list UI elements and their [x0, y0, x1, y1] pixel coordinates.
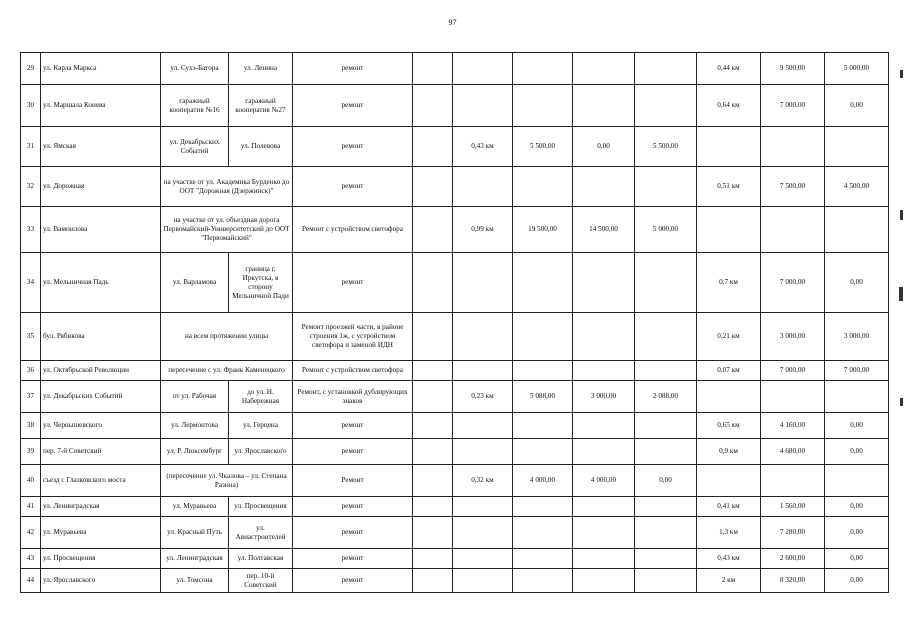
empty-cell [413, 465, 453, 497]
table-row [21, 167, 889, 207]
amount-b: 0,00 [825, 413, 889, 439]
section-from: ул. Томсона [161, 569, 229, 593]
amount-a [513, 497, 573, 517]
empty-cell [413, 85, 453, 127]
amount-b [825, 465, 889, 497]
amount-b: 7 000,00 [761, 253, 825, 313]
work-type: Ремонт с устройством светофора [293, 207, 413, 253]
section-from: ул. Муравьева [161, 497, 229, 517]
work-type: ремонт [293, 167, 413, 207]
row-number: 42 [21, 517, 41, 549]
length-a [453, 313, 513, 361]
row-number: 33 [21, 207, 41, 253]
row-number: 40 [21, 465, 41, 497]
row-number: 30 [21, 85, 41, 127]
amount-a [635, 313, 697, 361]
amount-b: 7 000,00 [761, 361, 825, 381]
length-a: 0,43 км [453, 127, 513, 167]
amount-a [573, 361, 635, 381]
section-to: ул. Просвещения [229, 497, 293, 517]
amount-a [513, 313, 573, 361]
length-a: 0,23 км [453, 381, 513, 413]
amount-a: 0,00 [635, 465, 697, 497]
amount-a [573, 313, 635, 361]
length-a [453, 497, 513, 517]
page-number: 97 [448, 18, 457, 27]
street-name: ул. Октябрьской Революции [41, 361, 161, 381]
street-name: ул. Ямская [41, 127, 161, 167]
section-from: ул. Варламова [161, 253, 229, 313]
amount-b [761, 127, 825, 167]
amount-a [513, 413, 573, 439]
table-row [21, 127, 889, 167]
street-name: ул. Ленинградская [41, 497, 161, 517]
empty-cell [413, 439, 453, 465]
length-a [453, 439, 513, 465]
table-row [21, 207, 889, 253]
section-to: гаражный кооператив №27 [229, 85, 293, 127]
amount-b: 0,00 [825, 497, 889, 517]
length-b [697, 465, 761, 497]
length-b: 0,51 км [697, 167, 761, 207]
amount-b [761, 381, 825, 413]
street-name: бул. Рябикова [41, 313, 161, 361]
table-row [21, 569, 889, 593]
amount-b: 3 000,00 [825, 313, 889, 361]
length-a [453, 517, 513, 549]
section-from: ул. Красный Путь [161, 517, 229, 549]
amount-a [573, 569, 635, 593]
scan-mark [900, 70, 903, 78]
table-body [21, 53, 889, 593]
table-row [21, 413, 889, 439]
amount-a: 3 000,00 [573, 381, 635, 413]
amount-a: 0,00 [573, 127, 635, 167]
amount-b [761, 207, 825, 253]
length-a: 0,32 км [453, 465, 513, 497]
section-to: пер. 10-й Советский [229, 569, 293, 593]
work-type: Ремонт, с установкой дублирующих знаков [293, 381, 413, 413]
amount-a [635, 517, 697, 549]
amount-a: 4 000,00 [573, 465, 635, 497]
amount-b: 0,00 [825, 549, 889, 569]
amount-a [573, 549, 635, 569]
row-number: 38 [21, 413, 41, 439]
work-type: ремонт [293, 253, 413, 313]
street-name: съезд с Глазковского моста [41, 465, 161, 497]
amount-b: 7 000,00 [761, 85, 825, 127]
section-from: ул. Лермонтова [161, 413, 229, 439]
street-name: ул. Чернышевского [41, 413, 161, 439]
table-row [21, 53, 889, 85]
amount-b: 1 560,00 [761, 497, 825, 517]
length-b: 0,65 км [697, 413, 761, 439]
empty-cell [413, 517, 453, 549]
road-repair-table [20, 52, 889, 593]
length-b: 0,43 км [697, 549, 761, 569]
street-name: ул. Карла Маркса [41, 53, 161, 85]
row-number: 36 [21, 361, 41, 381]
section-description: на всем протяжении улицы [161, 313, 293, 361]
work-type: ремонт [293, 85, 413, 127]
scan-mark [899, 287, 903, 301]
amount-a [513, 569, 573, 593]
length-b: 0,7 км [697, 253, 761, 313]
empty-cell [413, 413, 453, 439]
length-a [453, 53, 513, 85]
section-from: гаражный кооператив №16 [161, 85, 229, 127]
amount-a [573, 253, 635, 313]
length-a [453, 85, 513, 127]
amount-a: 5 500,00 [513, 127, 573, 167]
amount-a [513, 517, 573, 549]
amount-b: 0,00 [825, 439, 889, 465]
amount-b: 7 280,00 [761, 517, 825, 549]
street-name: ул. Вампилова [41, 207, 161, 253]
street-name: ул. Муравьева [41, 517, 161, 549]
amount-b: 8 320,00 [761, 569, 825, 593]
empty-cell [413, 497, 453, 517]
row-number: 44 [21, 569, 41, 593]
empty-cell [413, 569, 453, 593]
row-number: 34 [21, 253, 41, 313]
work-type: Ремонт проезжей части, в районе строения 1ж, с устройством светофора и заменой ИДН [293, 313, 413, 361]
empty-cell [413, 313, 453, 361]
amount-a [635, 167, 697, 207]
empty-cell [413, 361, 453, 381]
empty-cell [413, 549, 453, 569]
row-number: 37 [21, 381, 41, 413]
scan-mark [900, 398, 903, 406]
length-a [453, 569, 513, 593]
table-row [21, 313, 889, 361]
section-description: на участке от ул. Академика Бурденко до ООТ "Дорожная (Дзержинск)" [161, 167, 293, 207]
empty-cell [413, 167, 453, 207]
amount-a [635, 549, 697, 569]
length-a [453, 413, 513, 439]
table-row [21, 85, 889, 127]
length-b: 0,64 км [697, 85, 761, 127]
amount-a [573, 53, 635, 85]
length-b: 0,44 км [697, 53, 761, 85]
work-type: ремонт [293, 127, 413, 167]
amount-a [513, 439, 573, 465]
amount-b: 5 000,00 [825, 53, 889, 85]
row-number: 43 [21, 549, 41, 569]
section-to: ул. Авиастроителей [229, 517, 293, 549]
row-number: 32 [21, 167, 41, 207]
street-name: ул. Просвещения [41, 549, 161, 569]
amount-a [513, 253, 573, 313]
table-row [21, 361, 889, 381]
amount-a: 19 500,00 [513, 207, 573, 253]
amount-b: 2 600,00 [761, 549, 825, 569]
section-to: ул. Герцена [229, 413, 293, 439]
empty-cell [413, 253, 453, 313]
length-b [697, 127, 761, 167]
empty-cell [413, 127, 453, 167]
length-a [453, 253, 513, 313]
section-to: граница г. Иркутска, в сторону Мельничной Пади [229, 253, 293, 313]
amount-a: 4 000,00 [513, 465, 573, 497]
row-number: 41 [21, 497, 41, 517]
scan-mark [900, 210, 903, 220]
section-to: до ул. Н. Набережная [229, 381, 293, 413]
amount-a: 14 500,00 [573, 207, 635, 253]
length-b: 1,3 км [697, 517, 761, 549]
amount-a [513, 85, 573, 127]
amount-a [513, 167, 573, 207]
amount-b [825, 127, 889, 167]
amount-a [573, 413, 635, 439]
empty-cell [413, 381, 453, 413]
amount-b: 0,00 [825, 517, 889, 549]
section-from: от ул. Рабочая [161, 381, 229, 413]
amount-b: 0,00 [825, 85, 889, 127]
work-type: ремонт [293, 569, 413, 593]
amount-b [825, 207, 889, 253]
street-name: ул. Мельничная Падь [41, 253, 161, 313]
amount-a [513, 361, 573, 381]
amount-a [635, 253, 697, 313]
amount-a [635, 53, 697, 85]
table-row [21, 549, 889, 569]
amount-b [761, 465, 825, 497]
section-to: ул. Ленина [229, 53, 293, 85]
work-type: Ремонт с устройством светофора [293, 361, 413, 381]
amount-b: 4 500,00 [825, 167, 889, 207]
table-row [21, 465, 889, 497]
amount-a [573, 85, 635, 127]
street-name: ул. Маршала Конева [41, 85, 161, 127]
row-number: 31 [21, 127, 41, 167]
section-from: ул. Р. Люксембург [161, 439, 229, 465]
work-type: ремонт [293, 413, 413, 439]
work-type: ремонт [293, 53, 413, 85]
length-b [697, 381, 761, 413]
length-b: 0,9 км [697, 439, 761, 465]
amount-a: 2 088,00 [635, 381, 697, 413]
amount-a [573, 439, 635, 465]
amount-a [635, 439, 697, 465]
amount-a [573, 497, 635, 517]
amount-a [635, 569, 697, 593]
length-a [453, 167, 513, 207]
section-description: пересечение с ул. Франк Каменецкого [161, 361, 293, 381]
street-name: ул. Ярославского [41, 569, 161, 593]
table-row [21, 381, 889, 413]
work-type: ремонт [293, 497, 413, 517]
empty-cell [413, 207, 453, 253]
section-to: ул. Полтавская [229, 549, 293, 569]
amount-a [635, 413, 697, 439]
empty-cell [413, 53, 453, 85]
amount-b: 3 000,00 [761, 313, 825, 361]
amount-a [513, 53, 573, 85]
amount-b: 7 500,00 [761, 167, 825, 207]
table-row [21, 517, 889, 549]
length-a [453, 361, 513, 381]
amount-a [573, 517, 635, 549]
length-a [453, 549, 513, 569]
work-type: ремонт [293, 439, 413, 465]
amount-b: 4 160,00 [761, 413, 825, 439]
work-type: ремонт [293, 517, 413, 549]
amount-a [513, 549, 573, 569]
length-b: 2 км [697, 569, 761, 593]
amount-a [635, 85, 697, 127]
section-to: ул. Ярославского [229, 439, 293, 465]
amount-a [635, 497, 697, 517]
amount-b [825, 381, 889, 413]
amount-a [573, 167, 635, 207]
row-number: 29 [21, 53, 41, 85]
row-number: 39 [21, 439, 41, 465]
table-row [21, 497, 889, 517]
section-from: ул. Декабрьских Событий [161, 127, 229, 167]
section-description: (пересечение ул. Чкалова – ул. Степана Разина) [161, 465, 293, 497]
length-b: 0,41 км [697, 497, 761, 517]
work-type: Ремонт [293, 465, 413, 497]
amount-b: 0,00 [825, 253, 889, 313]
table-row [21, 253, 889, 313]
work-type: ремонт [293, 549, 413, 569]
length-b: 0,21 км [697, 313, 761, 361]
amount-b: 0,00 [825, 569, 889, 593]
amount-a [635, 361, 697, 381]
amount-b: 9 500,00 [761, 53, 825, 85]
section-from: ул. Сухэ-Батора [161, 53, 229, 85]
section-to: ул. Полевова [229, 127, 293, 167]
length-b [697, 207, 761, 253]
section-from: ул. Ленинградская [161, 549, 229, 569]
length-b: 0,07 км [697, 361, 761, 381]
section-description: на участке от ул. объездная дорога Первомайский-Университетский до ООТ "Первомайский" [161, 207, 293, 253]
row-number: 35 [21, 313, 41, 361]
street-name: ул. Декабрьских Событий [41, 381, 161, 413]
amount-b: 4 680,00 [761, 439, 825, 465]
street-name: пер. 7-й Советский [41, 439, 161, 465]
amount-a: 5 088,00 [513, 381, 573, 413]
street-name: ул. Дорожная [41, 167, 161, 207]
length-a: 0,99 км [453, 207, 513, 253]
amount-b: 7 000,00 [825, 361, 889, 381]
table-row [21, 439, 889, 465]
amount-a: 5 500,00 [635, 127, 697, 167]
amount-a: 5 000,00 [635, 207, 697, 253]
